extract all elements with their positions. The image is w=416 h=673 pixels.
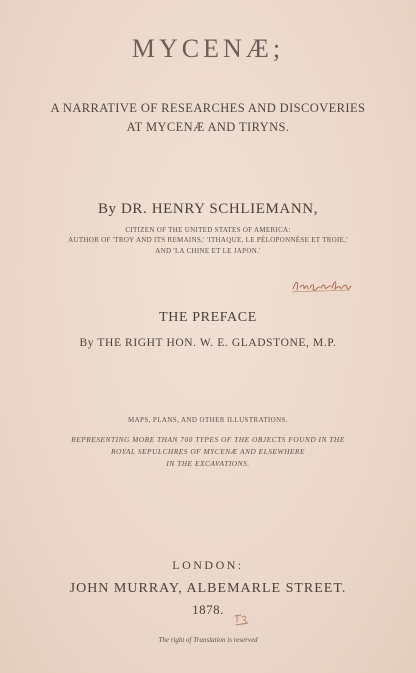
publication-year: 1878. xyxy=(192,602,224,617)
author-info-line-2: AUTHOR OF 'TROY AND ITS REMAINS,' 'ITHAQUE, LE PÉLOPONNÈSE ET TROIE,' xyxy=(68,236,348,244)
author-line: By DR. HENRY SCHLIEMANN, xyxy=(97,201,319,217)
rights-notice: The right of Translation is reserved xyxy=(158,636,258,644)
author-info-line-1: CITIZEN OF THE UNITED STATES OF AMERICA: xyxy=(125,226,291,234)
illustrations-detail-line-2: ROYAL SEPULCHRES OF MYCENÆ AND ELSEWHERE xyxy=(111,447,305,456)
illustrations-detail-line-3: IN THE EXCAVATIONS. xyxy=(166,459,250,468)
illustrations-note: MAPS, PLANS, AND OTHER ILLUSTRATIONS. xyxy=(127,416,289,424)
preface-author: By THE RIGHT HON. W. E. GLADSTONE, M.P. xyxy=(79,337,337,349)
subtitle-line-2: AT MYCENÆ AND TIRYNS. xyxy=(126,120,290,134)
subtitle-line-1: A NARRATIVE OF RESEARCHES AND DISCOVERIES xyxy=(50,101,366,115)
ink-mark xyxy=(232,612,252,630)
handwritten-signature xyxy=(290,276,352,296)
illustrations-detail-line-1: REPRESENTING MORE THAN 700 TYPES OF THE OBJECTS FOUND IN THE xyxy=(71,435,345,444)
preface-heading: THE PREFACE xyxy=(159,310,257,325)
author-info-line-3: AND 'LA CHINE ET LE JAPON.' xyxy=(155,247,261,255)
book-title: MYCENÆ; xyxy=(131,34,285,63)
imprint-city: LONDON: xyxy=(172,558,244,572)
publisher-line: JOHN MURRAY, ALBEMARLE STREET. xyxy=(69,581,347,596)
